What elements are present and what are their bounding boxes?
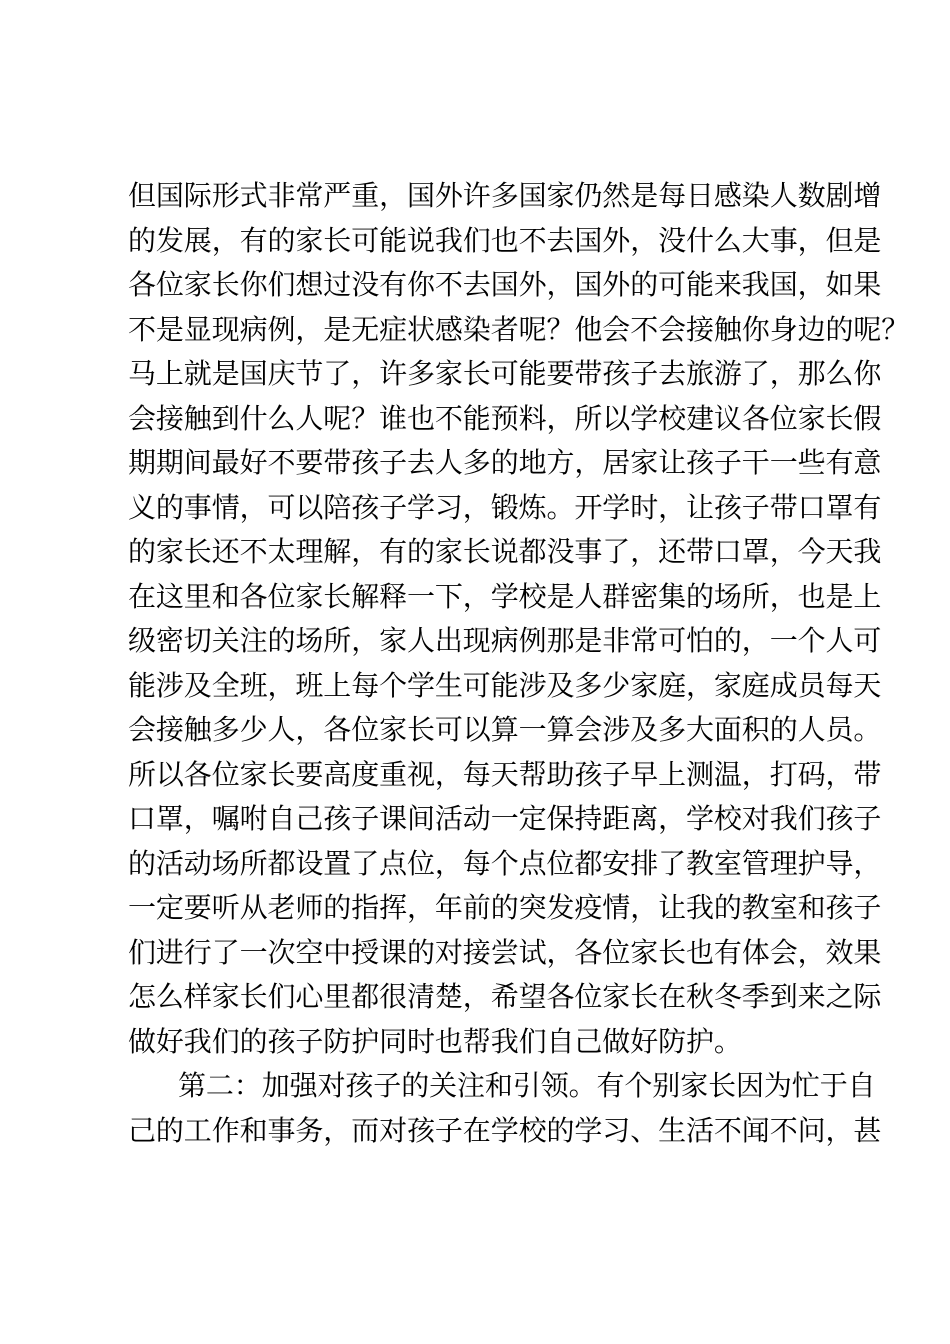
text-line: 各位家长你们想过没有你不去国外，国外的可能来我国，如果	[128, 268, 882, 301]
text-line: 期期间最好不要带孩子去人多的地方，居家让孩子干一些有意	[128, 446, 882, 479]
text-line: 怎么样家长们心里都很清楚，希望各位家长在秋冬季到来之际	[128, 980, 882, 1013]
text-line: 口罩，嘱咐自己孩子课间活动一定保持距离，学校对我们孩子	[128, 802, 882, 835]
text-line: 一定要听从老师的指挥，年前的突发疫情，让我的教室和孩子	[128, 891, 882, 924]
text-line: 的家长还不太理解，有的家长说都没事了，还带口罩，今天我	[128, 535, 882, 568]
text-line: 马上就是国庆节了，许多家长可能要带孩子去旅游了，那么你	[128, 357, 882, 390]
text-line: 所以各位家长要高度重视，每天帮助孩子早上测温，打码，带	[128, 757, 882, 791]
text-line: 们进行了一次空中授课的对接尝试，各位家长也有体会，效果	[128, 935, 882, 969]
document-body	[128, 174, 910, 1153]
text-line: 能涉及全班，班上每个学生可能涉及多少家庭，家庭成员每天	[128, 668, 882, 702]
paragraph-start-line: 第二：加强对孩子的关注和引领。有个别家长因为忙于自	[178, 1069, 876, 1102]
text-line: 级密切关注的场所，家人出现病例那是非常可怕的，一个人可	[128, 624, 882, 657]
text-line: 义的事情，可以陪孩子学习，锻炼。开学时，让孩子带口罩有	[128, 490, 882, 524]
text-line: 会接触到什么人呢？谁也不能预料，所以学校建议各位家长假	[128, 401, 882, 435]
text-line: 在这里和各位家长解释一下，学校是人群密集的场所，也是上	[128, 579, 882, 613]
text-line: 但国际形式非常严重，国外许多国家仍然是每日感染人数剧增	[128, 179, 882, 212]
text-line: 己的工作和事务，而对孩子在学校的学习、生活不闻不问，甚	[128, 1113, 882, 1147]
text-line: 会接触多少人，各位家长可以算一算会涉及多大面积的人员。	[128, 713, 882, 746]
text-line: 做好我们的孩子防护同时也帮我们自己做好防护。	[128, 1024, 742, 1058]
text-line: 的活动场所都设置了点位，每个点位都安排了教室管理护导，	[128, 846, 882, 880]
text-line: 不是显现病例，是无症状感染者呢？他会不会接触你身边的呢？	[128, 312, 910, 346]
text-line: 的发展，有的家长可能说我们也不去国外，没什么大事，但是	[128, 223, 882, 257]
